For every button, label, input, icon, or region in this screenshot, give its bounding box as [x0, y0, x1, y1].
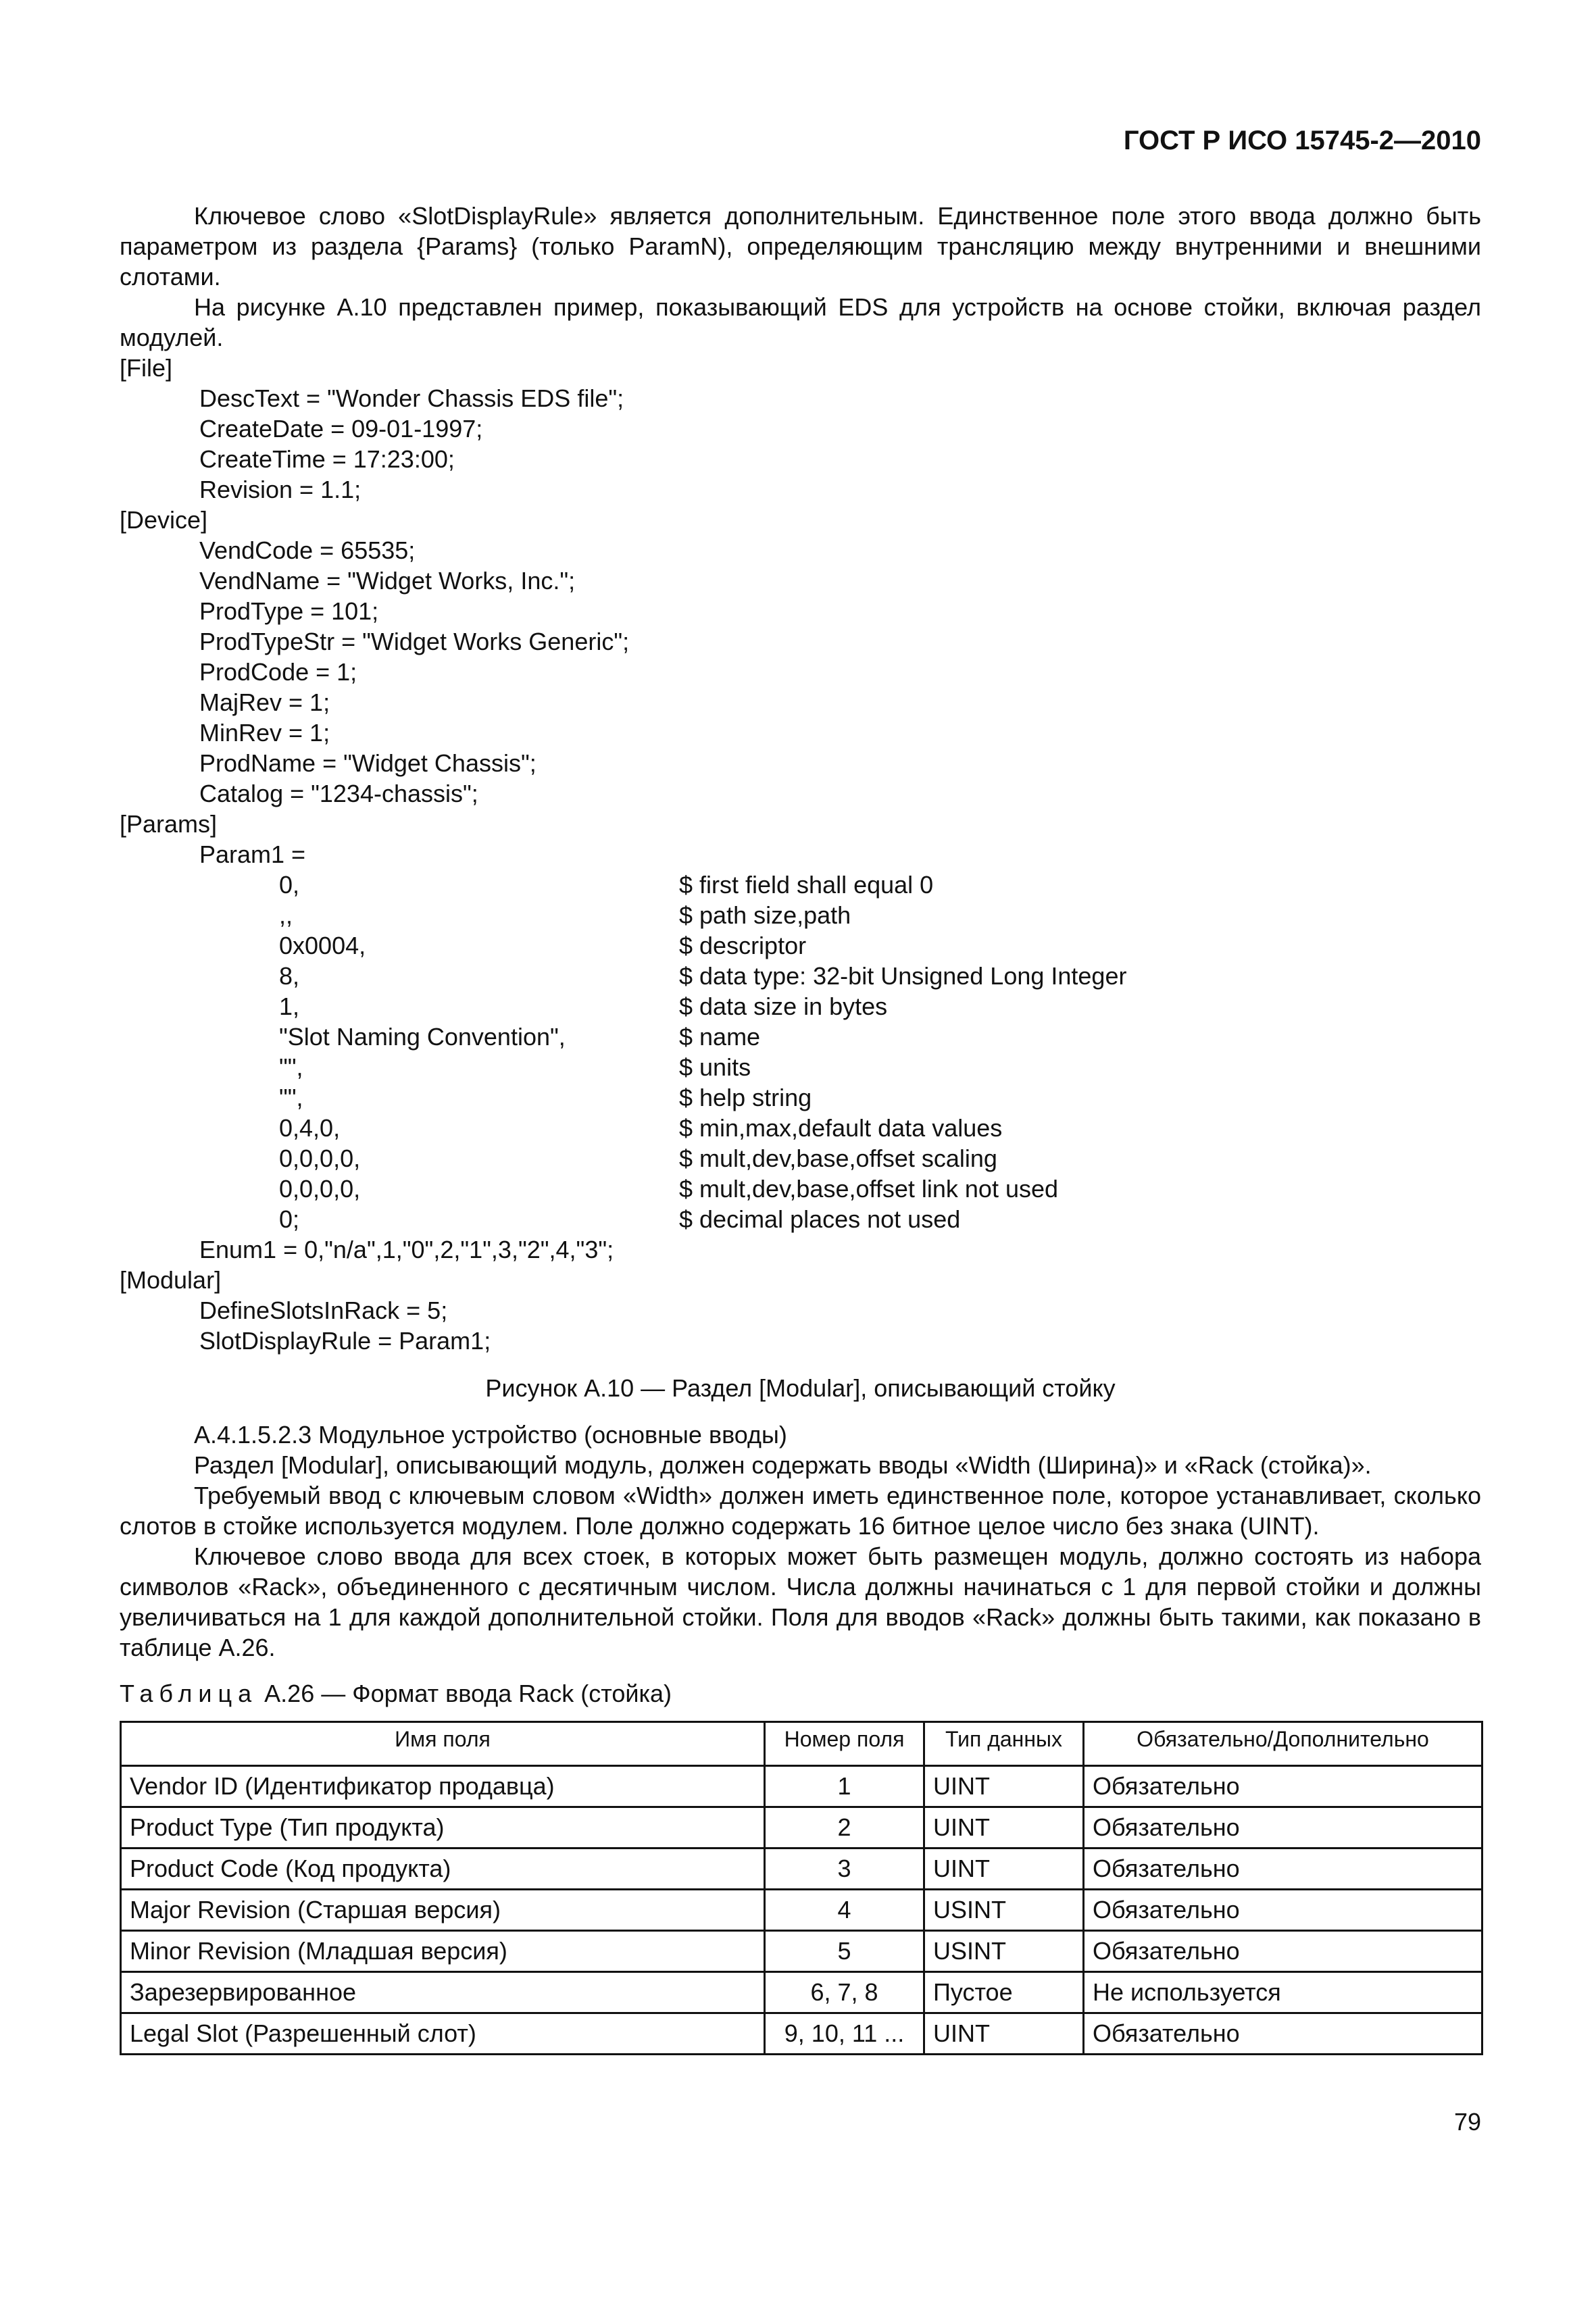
param-value: 0,: [279, 871, 300, 899]
param-comment: $ mult,dev,base,offset link not used: [679, 1175, 1059, 1203]
header-data-type: Тип данных: [924, 1722, 1084, 1756]
table-row: [121, 1807, 1482, 1848]
header-field-number: Номер поля: [765, 1722, 924, 1756]
param-comment: $ decimal places not used: [679, 1205, 961, 1233]
cell-required: Обязательно: [1084, 2013, 1482, 2055]
code-line: DefineSlotsInRack = 5;: [199, 1297, 448, 1324]
device-section-header: [Device]: [120, 506, 208, 534]
section-paragraph-3: Ключевое слово ввода для всех стоек, в которых может быть размещен модуль, должно состоять из набора символов «Rack», объединенного с десятичным числом. Числа должны начинаться с 1 для первой стойки и должны увеличиваться на 1 для каждой дополнительной стойки. Поля для вводов «Rack» должны быть такими, как показано в таблице А.26.: [120, 1542, 1481, 1661]
cell-field-number: 1: [765, 1766, 924, 1807]
param-comment: $ data size in bytes: [679, 992, 888, 1020]
param-value: 0;: [279, 1205, 300, 1233]
cell-required: Обязательно: [1084, 1931, 1482, 1972]
param-comment: $ descriptor: [679, 932, 807, 959]
table-title-prefix: Таблица: [120, 1680, 258, 1707]
param-value: 0,0,0,0,: [279, 1175, 361, 1203]
cell-required: Обязательно: [1084, 1848, 1482, 1890]
param-value: ,,: [279, 901, 293, 929]
table-header-row: [121, 1722, 1482, 1756]
param1-label: Param1 =: [199, 840, 306, 868]
param-value: "",: [279, 1084, 303, 1111]
param-comment: $ min,max,default data values: [679, 1114, 1003, 1142]
cell-field-name: Minor Revision (Младшая версия): [121, 1931, 765, 1972]
page-number: 79: [1453, 2108, 1481, 2136]
cell-data-type: Пустое: [924, 1972, 1084, 2013]
code-line: Revision = 1.1;: [199, 476, 361, 503]
section-paragraph-1: Раздел [Modular], описывающий модуль, должен содержать вводы «Width (Ширина)» и «Rack (стойка)».: [194, 1451, 1372, 1479]
table-row: [121, 1848, 1482, 1890]
param-value: "Slot Naming Convention",: [279, 1023, 566, 1051]
cell-field-number: 6, 7, 8: [765, 1972, 924, 2013]
figure-caption: Рисунок А.10 — Раздел [Modular], описывающий стойку: [485, 1374, 1116, 1402]
table-row: [121, 2013, 1482, 2055]
modular-section-header: [Modular]: [120, 1266, 222, 1294]
code-line: ProdCode = 1;: [199, 658, 357, 686]
cell-field-number: 3: [765, 1848, 924, 1890]
code-line: ProdTypeStr = "Widget Works Generic";: [199, 628, 630, 655]
param-value: 1,: [279, 992, 300, 1020]
param-comment: $ units: [679, 1053, 751, 1081]
param-value: 0x0004,: [279, 932, 366, 959]
cell-required: Не используется: [1084, 1972, 1482, 2013]
code-line: ProdName = "Widget Chassis";: [199, 749, 537, 777]
code-line: CreateDate = 09-01-1997;: [199, 415, 483, 443]
cell-data-type: USINT: [924, 1931, 1084, 1972]
code-line: Catalog = "1234-chassis";: [199, 780, 478, 807]
param-comment: $ first field shall equal 0: [679, 871, 934, 899]
param-comment: $ help string: [679, 1084, 812, 1111]
intro-paragraph-2: На рисунке А.10 представлен пример, показывающий EDS для устройств на основе стойки, включая раздел модулей.: [120, 293, 1481, 351]
table-row: [121, 1972, 1482, 2013]
section-heading: А.4.1.5.2.3 Модульное устройство (основные вводы): [194, 1421, 787, 1449]
param-value: "",: [279, 1053, 303, 1081]
code-line: DescText = "Wonder Chassis EDS file";: [199, 384, 624, 412]
cell-required: Обязательно: [1084, 1766, 1482, 1807]
param-comment: $ path size,path: [679, 901, 851, 929]
section-paragraph-2: Требуемый ввод с ключевым словом «Width» должен иметь единственное поле, которое устанавливает, сколько слотов в стойке используется модулем. Поле должно содержать 16 битное целое число без знака (UINT).: [120, 1482, 1481, 1540]
table-row: [121, 1931, 1482, 1972]
header-separator: [121, 1755, 1482, 1766]
cell-field-name: Vendor ID (Идентификатор продавца): [121, 1766, 765, 1807]
cell-field-name: Legal Slot (Разрешенный слот): [121, 2013, 765, 2055]
cell-field-number: 4: [765, 1890, 924, 1931]
code-line: VendCode = 65535;: [199, 536, 416, 564]
cell-field-number: 9, 10, 11 ...: [765, 2013, 924, 2055]
cell-field-number: 5: [765, 1931, 924, 1972]
cell-data-type: UINT: [924, 1807, 1084, 1848]
code-line: VendName = "Widget Works, Inc.";: [199, 567, 576, 595]
table-title: [120, 1678, 672, 1709]
rack-format-table: [120, 1721, 1483, 2055]
param-comment: $ mult,dev,base,offset scaling: [679, 1145, 997, 1172]
param-value: 0,4,0,: [279, 1114, 341, 1142]
cell-field-name: Major Revision (Старшая версия): [121, 1890, 765, 1931]
cell-field-name: Product Code (Код продукта): [121, 1848, 765, 1890]
cell-field-name: Product Type (Тип продукта): [121, 1807, 765, 1848]
file-section-header: [File]: [120, 354, 173, 382]
cell-field-number: 2: [765, 1807, 924, 1848]
code-line: CreateTime = 17:23:00;: [199, 445, 455, 473]
code-line: MinRev = 1;: [199, 719, 330, 747]
header-required-optional: Обязательно/Дополнительно: [1084, 1722, 1482, 1756]
enum-line: Enum1 = 0,"n/a",1,"0",2,"1",3,"2",4,"3";: [199, 1236, 614, 1263]
cell-data-type: USINT: [924, 1890, 1084, 1931]
code-line: SlotDisplayRule = Param1;: [199, 1327, 491, 1355]
param-comment: $ data type: 32-bit Unsigned Long Integer: [679, 962, 1127, 990]
cell-data-type: UINT: [924, 2013, 1084, 2055]
code-line: ProdType = 101;: [199, 597, 379, 625]
intro-paragraph-1: Ключевое слово «SlotDisplayRule» является дополнительным. Единственное поле этого ввода должно быть параметром из раздела {Params} (только ParamN), определяющим трансляцию между внутренними и внешними слотами.: [120, 202, 1481, 291]
param-value: 8,: [279, 962, 300, 990]
cell-data-type: UINT: [924, 1766, 1084, 1807]
table-title-text: А.26 — Формат ввода Rack (стойка): [264, 1680, 672, 1707]
param-comment: $ name: [679, 1023, 761, 1051]
code-line: MajRev = 1;: [199, 688, 330, 716]
params-section-header: [Params]: [120, 810, 218, 838]
param-value: 0,0,0,0,: [279, 1145, 361, 1172]
cell-data-type: UINT: [924, 1848, 1084, 1890]
table-row: [121, 1890, 1482, 1931]
running-header: ГОСТ Р ИСО 15745-2—2010: [1123, 126, 1481, 155]
cell-required: Обязательно: [1084, 1890, 1482, 1931]
header-field-name: Имя поля: [121, 1722, 765, 1756]
cell-required: Обязательно: [1084, 1807, 1482, 1848]
table-row: [121, 1766, 1482, 1807]
cell-field-name: Зарезервированное: [121, 1972, 765, 2013]
